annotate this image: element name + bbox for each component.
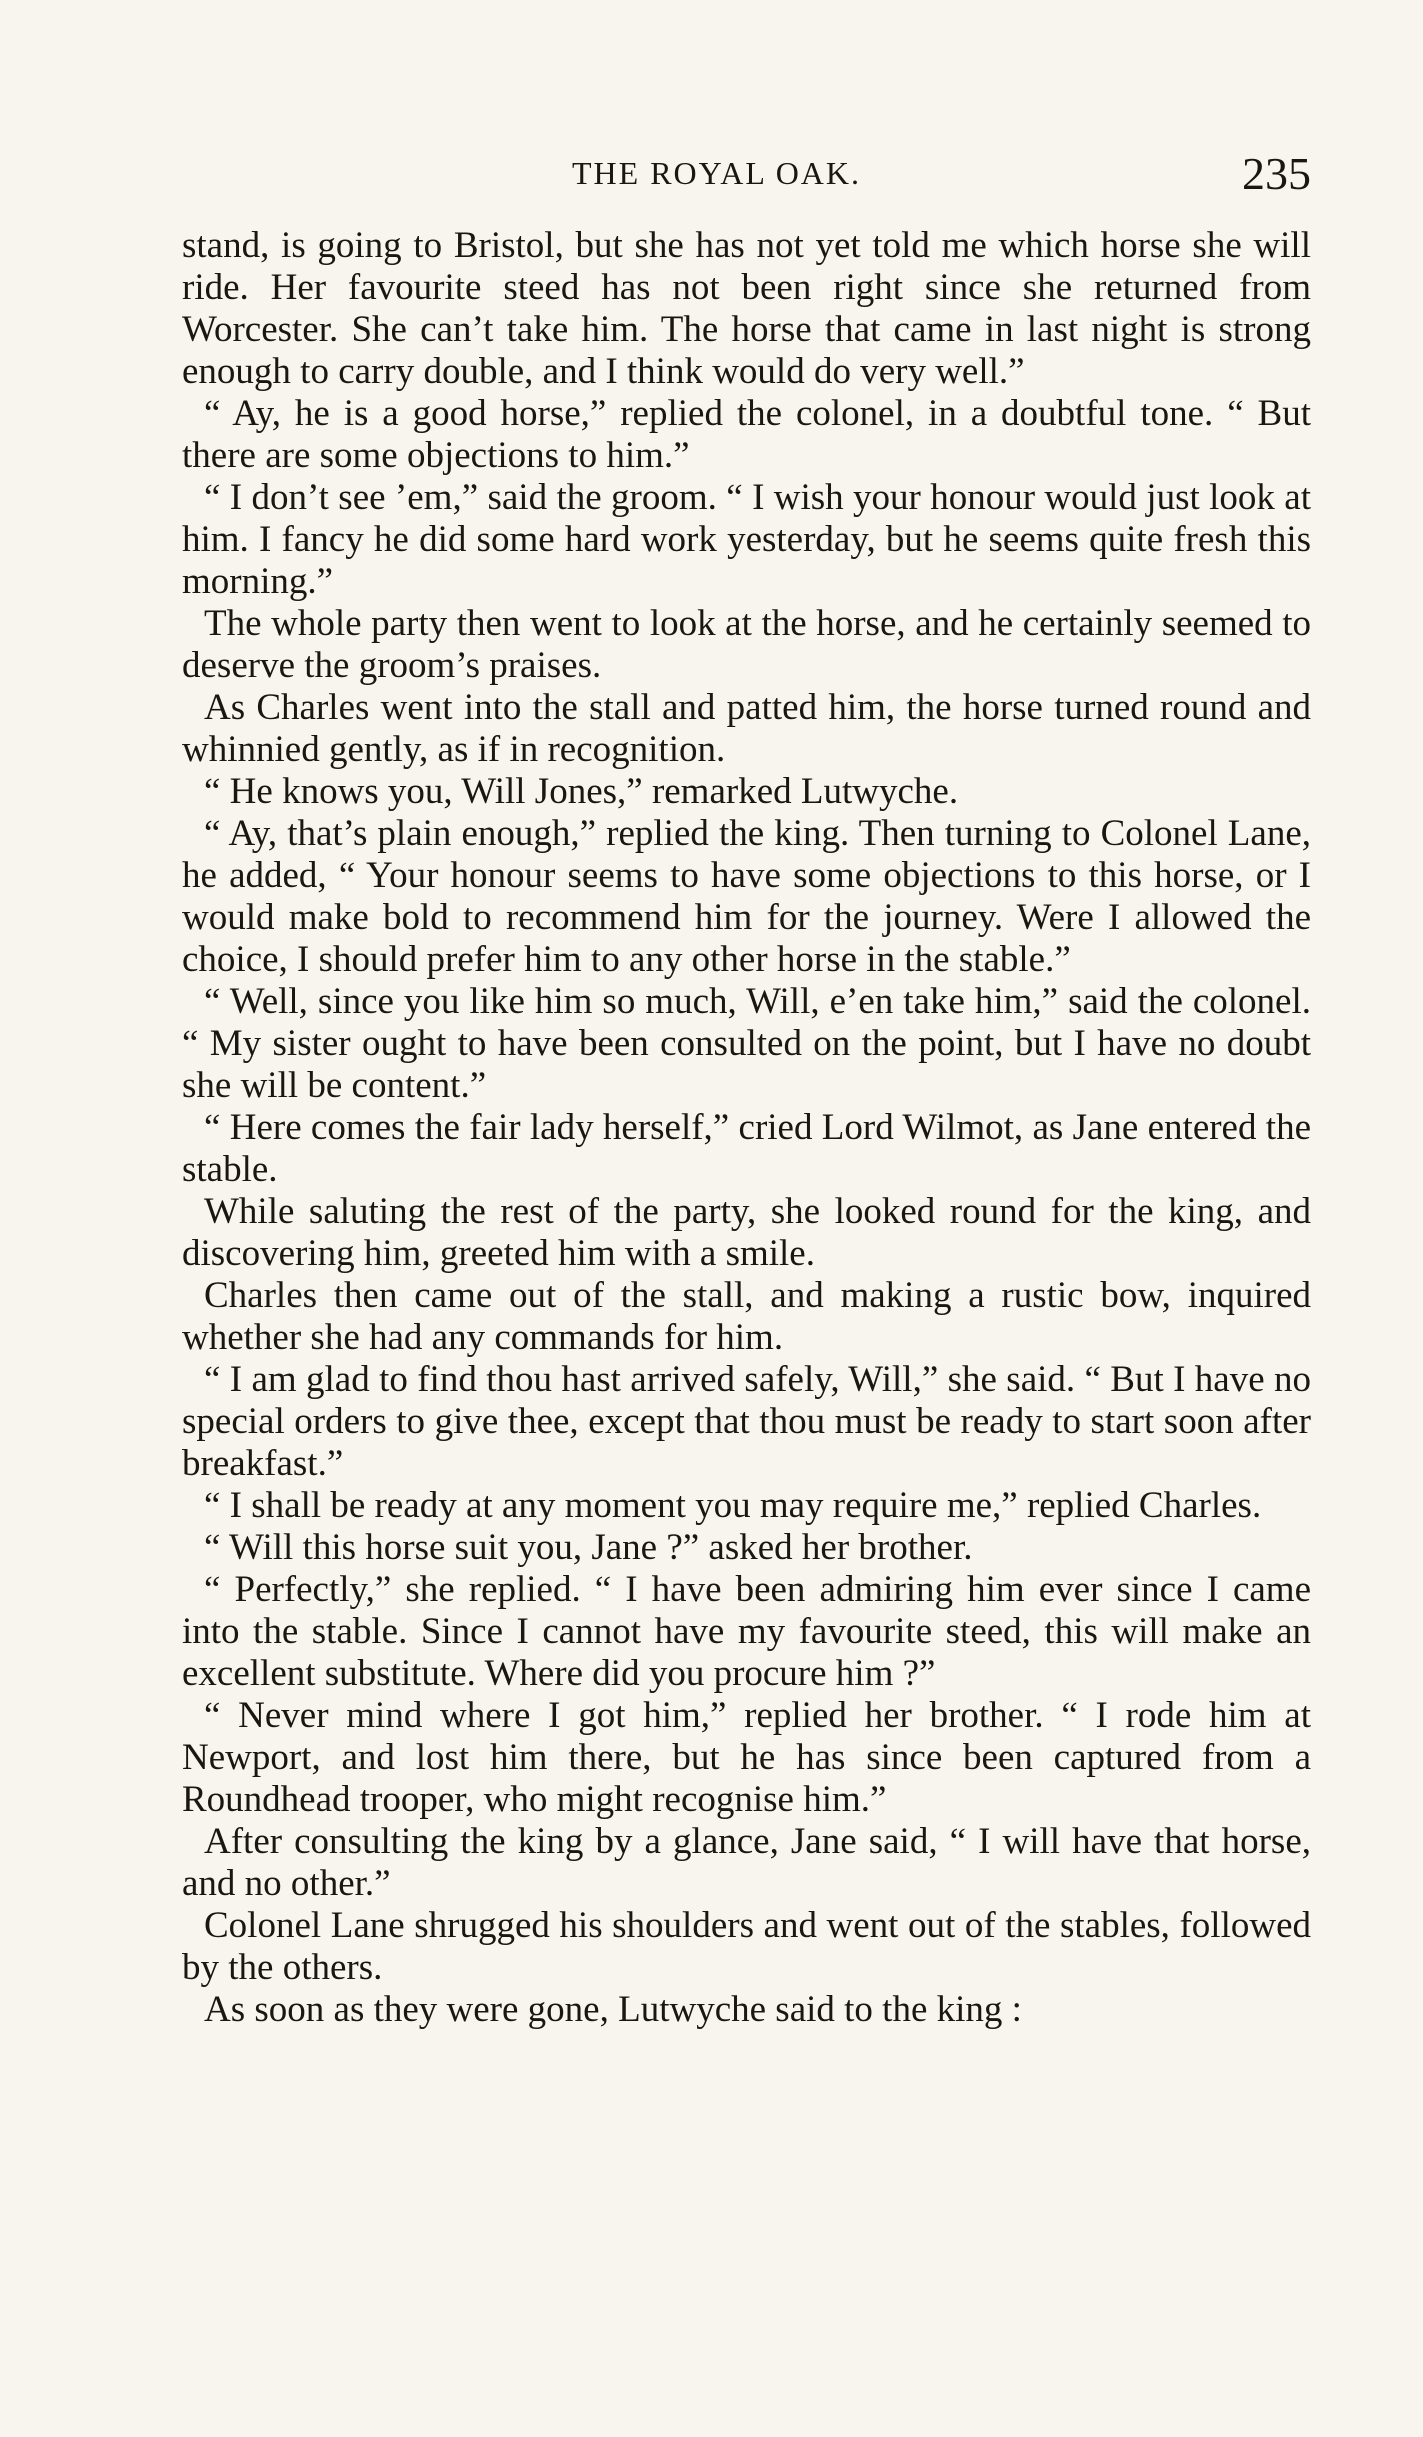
paragraph: “ Well, since you like him so much, Will, e’en take him,” said the colonel. “ My sister ought to have been consulted on the point, but I have no doubt she will be content.”	[182, 981, 1311, 1106]
paragraph: As soon as they were gone, Lutwyche said to the king :	[204, 1989, 1022, 2030]
paragraph: “ I am glad to find thou hast arrived safely, Will,” she said. “ But I have no special orders to give thee, except that thou must be ready to start soon after breakfast.”	[182, 1359, 1311, 1484]
body-text	[182, 225, 1311, 2031]
paragraph: “ Perfectly,” she replied. “ I have been admiring him ever since I came into the stable. Since I cannot have my favourite steed, this will make an excellent substitute. Where did you procure him ?”	[182, 1569, 1311, 1694]
paragraph: “ Here comes the fair lady herself,” cried Lord Wilmot, as Jane entered the stable.	[182, 1107, 1311, 1190]
paragraph: “ Ay, he is a good horse,” replied the colonel, in a doubtful tone. “ But there are some objections to him.”	[182, 393, 1311, 476]
paragraph: “ I shall be ready at any moment you may require me,” replied Charles.	[204, 1485, 1262, 1526]
running-title: THE ROYAL OAK.	[572, 155, 862, 191]
paragraph: Charles then came out of the stall, and making a rustic bow, inquired whether she had any commands for him.	[182, 1275, 1311, 1358]
paragraph: “ I don’t see ’em,” said the groom. “ I wish your honour would just look at him. I fancy he did some hard work yesterday, but he seems quite fresh this morning.”	[182, 477, 1311, 602]
paragraph: As Charles went into the stall and patted him, the horse turned round and whinnied gently, as if in recognition.	[182, 687, 1311, 770]
paragraph: After consulting the king by a glance, Jane said, “ I will have that horse, and no other.”	[182, 1821, 1311, 1904]
paragraph: While saluting the rest of the party, she looked round for the king, and discovering him, greeted him with a smile.	[182, 1191, 1311, 1274]
paragraph: “ He knows you, Will Jones,” remarked Lutwyche.	[204, 771, 959, 812]
paragraph: “ Will this horse suit you, Jane ?” asked her brother.	[204, 1527, 973, 1568]
paragraph: “ Ay, that’s plain enough,” replied the king. Then turning to Colonel Lane, he added, “ Your honour seems to have some objections to this horse, or I would make bold to recommend him for the journey. Were I allowed the choice, I should prefer him to any other horse in the stable.”	[182, 813, 1311, 980]
paragraph: The whole party then went to look at the horse, and he certainly seemed to deserve the groom’s praises.	[182, 603, 1311, 686]
paragraph: “ Never mind where I got him,” replied her brother. “ I rode him at Newport, and lost him there, but he has since been captured from a Roundhead trooper, who might recognise him.”	[182, 1695, 1311, 1820]
paragraph: stand, is going to Bristol, but she has not yet told me which horse she will ride. Her favourite steed has not been right since she returned from Worcester. She can’t take him. The horse that came in last night is strong enough to carry double, and I think would do very well.”	[182, 225, 1311, 392]
paragraph: Colonel Lane shrugged his shoulders and went out of the stables, followed by the others.	[182, 1905, 1311, 1988]
running-head	[182, 145, 1311, 205]
page-number: 235	[1242, 148, 1311, 199]
